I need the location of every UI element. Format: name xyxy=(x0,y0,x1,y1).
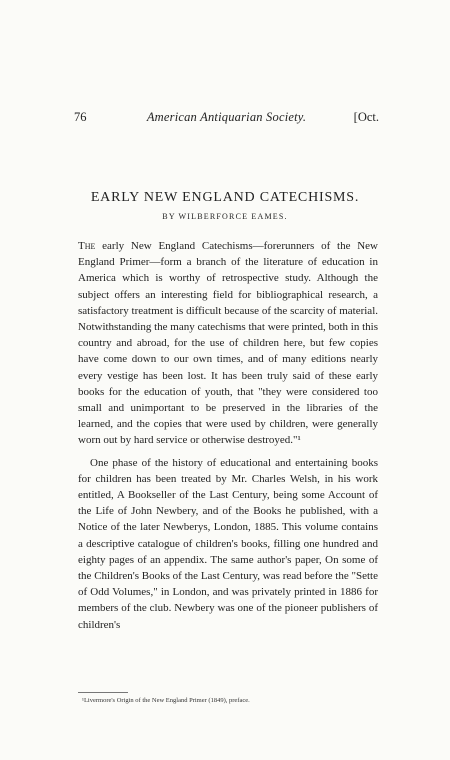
page-number: 76 xyxy=(74,110,87,124)
paragraph-2: One phase of the history of educational and entertaining books for children has been treated by Mr. Charles Welsh, in his work entitled, A Bookseller of the Last Century, being some Account of the Life of John Newbery, and of the Books he published, with a Notice of the later Newberys, London, 1885. This volume contains a descriptive catalogue of children's books, filling one hundred and eighty pages of an appendix. The same author's paper, On some of the Children's Books of the Last Century, was read before the "Sette of Odd Volumes," in London, and was privately printed in 1886 for members of the club. Newbery was one of the pioneer publishers of children's xyxy=(78,456,378,631)
running-title: American Antiquarian Society. xyxy=(146,110,307,124)
article-title: EARLY NEW ENGLAND CATECHISMS. xyxy=(90,190,360,205)
footnote: ¹Livermore's Origin of the New England Primer (1849), preface. xyxy=(82,697,250,704)
paragraph-1-text: early New England Catechisms—forerunners of the New England Primer—form a branch of the literature of education in America which is worthy of retrospective study. Although the subject offers an interesting field for bibliographical research, a satisfactory treatment is difficult because of the scarcity of material. Notwithstanding the many catechisms that were printed, both in this country and abroad, for the use of children here, but few copies have come down to our own times, and of many editions nearly every vestige has been lost. It has been truly said of these early books for the education of youth, that "they were considered too small and unimportant to be preserved in the libraries of the learned, and the copies that were used by children, were generally worn out by hard service or otherwise destroyed."¹ xyxy=(78,240,378,447)
article-body xyxy=(78,238,378,639)
article-byline: BY WILBERFORCE EAMES. xyxy=(162,212,288,221)
running-month: [Oct. xyxy=(353,110,379,124)
paragraph-1-lead: The xyxy=(78,240,96,252)
running-header xyxy=(74,110,379,128)
paragraph-1 xyxy=(78,238,378,449)
footnote-divider xyxy=(78,692,128,693)
